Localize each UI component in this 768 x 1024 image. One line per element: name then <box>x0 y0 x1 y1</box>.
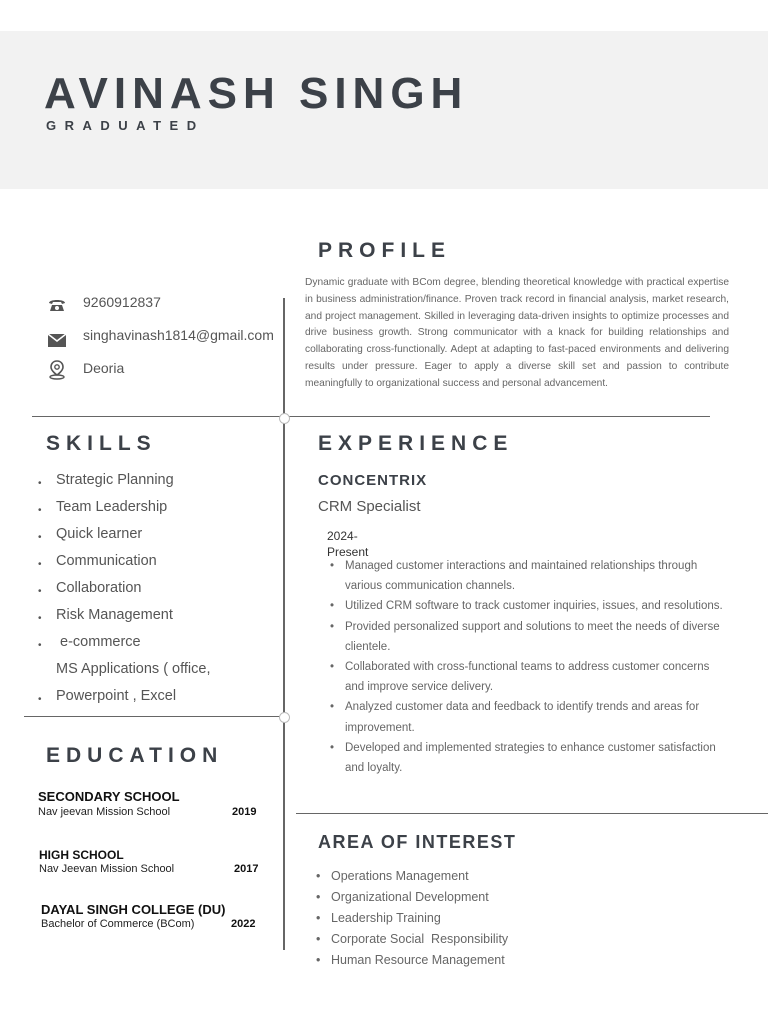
experience-title: EXPERIENCE <box>318 432 514 455</box>
list-item: • Provided personalized support and solutions to meet the needs of diverse clientele. <box>327 617 727 657</box>
list-item: • Human Resource Management <box>313 950 508 971</box>
education-school: Nav jeevan Mission School <box>38 806 171 818</box>
profile-text: Dynamic graduate with BCom degree, blending theoretical knowledge with practical expertise in business administration/finance. Proven track record in financial analysis, market research, and project management. Skilled in leveraging data-driven insights to optimize processes and drive business growth. Strong communicator with a knack for building relationships and collaborating cross-functionally. Adept at adapting to fast-paced environments and delivering results under pressure. Eager to apply a diverse skill set and passion to contribute meaningfully to organizational success and personal advancement. <box>305 277 729 389</box>
map-pin-icon <box>46 361 68 379</box>
duties-list <box>327 556 727 778</box>
divider-profile <box>32 416 710 417</box>
divider-experience <box>296 813 768 814</box>
list-item: • Communication <box>38 553 157 570</box>
interests-title: AREA OF INTEREST <box>318 832 517 852</box>
phone-text: 9260912837 <box>83 294 161 310</box>
list-item: MS Applications ( office, <box>56 661 211 677</box>
education-year: 2017 <box>234 863 259 875</box>
education-school: Bachelor of Commerce (BCom) <box>41 918 195 930</box>
list-item: • Organizational Development <box>313 887 508 908</box>
list-item: • Quick learner <box>38 526 143 543</box>
email-text: singhavinash1814@gmail.com <box>83 327 274 343</box>
education-year: 2022 <box>231 918 256 930</box>
education-year: 2019 <box>232 806 257 818</box>
skills-title: SKILLS <box>46 432 157 455</box>
skills-list <box>38 472 278 715</box>
education-level: DAYAL SINGH COLLEGE (DU) <box>41 902 226 917</box>
list-item: • Analyzed customer data and feedback to identify trends and areas for improvement. <box>327 697 727 737</box>
education-title: EDUCATION <box>46 744 224 767</box>
list-item: • Strategic Planning <box>38 472 174 489</box>
company-name: CONCENTRIX <box>318 472 428 489</box>
job-role: CRM Specialist <box>318 498 421 515</box>
list-item: • Utilized CRM software to track customer inquiries, issues, and resolutions. <box>327 596 727 616</box>
list-item: • Collaborated with cross-functional teams to address customer concerns and improve service delivery. <box>327 657 727 697</box>
profile-title: PROFILE <box>318 239 452 262</box>
period-end: Present <box>327 545 369 559</box>
list-item: • Managed customer interactions and maintained relationships through various communication channels. <box>327 556 727 596</box>
candidate-subtitle: GRADUATED <box>46 118 205 133</box>
list-item: • Leadership Training <box>313 908 508 929</box>
envelope-icon <box>46 331 68 349</box>
list-item: • Team Leadership <box>38 499 168 516</box>
list-item: • e-commerce <box>38 634 141 651</box>
list-item: • Powerpoint , Excel <box>38 688 177 705</box>
timeline-vertical <box>283 298 285 950</box>
list-item: • Corporate Social Responsibility <box>313 929 508 950</box>
education-school: Nav Jeevan Mission School <box>39 863 175 875</box>
location-text: Deoria <box>83 360 125 376</box>
list-item: • Developed and implemented strategies to enhance customer satisfaction and loyalty. <box>327 738 727 778</box>
list-item: • Risk Management <box>38 607 173 624</box>
list-item: • Operations Management <box>313 866 508 887</box>
list-item: • Collaboration <box>38 580 142 597</box>
education-level: HIGH SCHOOL <box>39 848 124 862</box>
timeline-node <box>279 413 290 424</box>
interests-list <box>313 866 508 971</box>
divider-skills <box>24 716 284 717</box>
candidate-name: AVINASH SINGH <box>44 69 469 118</box>
timeline-node <box>279 712 290 723</box>
period-start: 2024- <box>327 529 358 543</box>
education-level: SECONDARY SCHOOL <box>38 789 180 804</box>
phone-icon <box>46 296 68 314</box>
